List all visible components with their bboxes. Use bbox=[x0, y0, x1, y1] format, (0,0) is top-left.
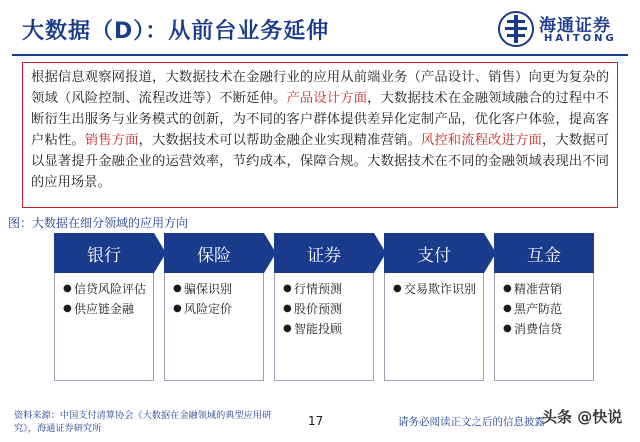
figure-caption: 图：大数据在细分领域的应用方向 bbox=[8, 216, 189, 230]
logo-text-en: HAITONG bbox=[544, 33, 617, 44]
domain-columns bbox=[54, 273, 594, 381]
list-item: ● 股价预测 bbox=[283, 299, 373, 319]
bullet-icon: ● bbox=[503, 323, 512, 334]
domain-header-row bbox=[54, 233, 594, 273]
disclosure-note: 请务必阅读正文之后的信息披露 bbox=[398, 416, 545, 428]
intro-paragraph bbox=[22, 62, 618, 208]
header-payment bbox=[384, 233, 484, 273]
list-item: ● 精准营销 bbox=[503, 279, 593, 299]
intro-text-4: ，大数据可以显著提升金融企业的运营效率，节约成本，保障合规。大数据技术在不同的金融领域表现出不同的应用场景。 bbox=[31, 133, 610, 190]
header-divider bbox=[12, 54, 628, 56]
column-securities bbox=[274, 273, 374, 381]
highlight-risk-process: 风控和流程改进方面 bbox=[420, 133, 542, 148]
bullet-icon: ● bbox=[503, 303, 512, 314]
header-label: 银行 bbox=[87, 245, 121, 266]
bullet-icon: ● bbox=[283, 323, 292, 334]
header-bank bbox=[54, 233, 154, 273]
bullet-icon: ● bbox=[283, 303, 292, 314]
header-internet-finance bbox=[494, 233, 594, 273]
source-note: 资料来源：中国支付清算协会《大数据在金融领域的典型应用研究》，海通证券研究所 bbox=[14, 410, 272, 434]
header-label: 证券 bbox=[307, 245, 341, 266]
bullet-icon: ● bbox=[393, 283, 402, 294]
header-label: 互金 bbox=[527, 245, 561, 266]
bullet-icon: ● bbox=[173, 283, 182, 294]
intro-text-2: ，大数据技术在金融领域融合的过程中不断衍生出服务与业务模式的创新，为不同的客户群体提供差异化定制产品，优化客户体验，提高客户粘性。 bbox=[31, 91, 610, 148]
highlight-product-design: 产品设计方面 bbox=[286, 91, 368, 106]
header-insurance bbox=[164, 233, 264, 273]
header-securities bbox=[274, 233, 374, 273]
bullet-icon: ● bbox=[173, 303, 182, 314]
haitong-logo bbox=[497, 8, 627, 52]
page-number: 17 bbox=[308, 414, 324, 428]
list-item: ● 供应链金融 bbox=[63, 299, 153, 319]
header-label: 保险 bbox=[197, 245, 231, 266]
header-label: 支付 bbox=[417, 245, 451, 266]
column-insurance bbox=[164, 273, 264, 381]
bullet-icon: ● bbox=[63, 303, 72, 314]
list-item: ● 智能投顾 bbox=[283, 319, 373, 339]
list-item: ● 行情预测 bbox=[283, 279, 373, 299]
highlight-sales: 销售方面 bbox=[84, 133, 139, 148]
intro-text-1: 根据信息观察网报道，大数据技术在金融行业的应用从前端业务（产品设计、销售）向更为复杂的领域（风险控制、流程改进等）不断延伸。 bbox=[31, 70, 609, 106]
logo-text-cn: 海通证券 bbox=[539, 16, 611, 36]
haitong-emblem-icon bbox=[497, 10, 535, 48]
list-item: ● 骗保识别 bbox=[173, 279, 263, 299]
list-item: ● 风险定价 bbox=[173, 299, 263, 319]
list-item: ● 黑产防范 bbox=[503, 299, 593, 319]
watermark: 头条 @快说 bbox=[542, 408, 623, 426]
bullet-icon: ● bbox=[283, 283, 292, 294]
column-payment bbox=[384, 273, 484, 381]
page-title: 大数据（D）：从前台业务延伸 bbox=[22, 19, 330, 44]
list-item: ● 信贷风险评估 bbox=[63, 279, 153, 299]
list-item: ● 消费信贷 bbox=[503, 319, 593, 339]
column-internet-finance bbox=[494, 273, 594, 381]
bullet-icon: ● bbox=[503, 283, 512, 294]
intro-text-3: ，大数据技术可以帮助金融企业实现精准营销。 bbox=[138, 133, 421, 148]
column-bank bbox=[54, 273, 154, 381]
bullet-icon: ● bbox=[63, 283, 72, 294]
list-item: ● 交易欺诈识别 bbox=[393, 279, 483, 299]
